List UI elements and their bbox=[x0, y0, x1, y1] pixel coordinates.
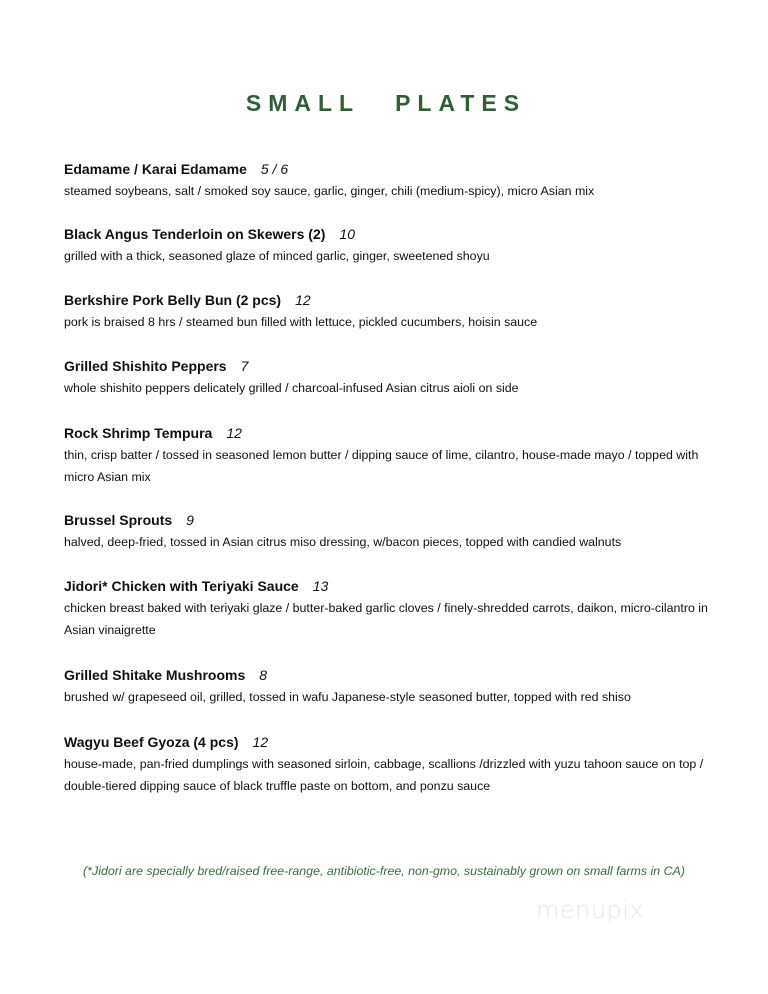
menu-item-header bbox=[64, 356, 724, 376]
menu-item-name: Brussel Sprouts bbox=[64, 512, 173, 528]
menu-item-jidori-chicken bbox=[64, 576, 724, 641]
menu-item-price: 9 bbox=[186, 512, 194, 528]
menu-item-wagyu-gyoza bbox=[64, 732, 724, 797]
menu-item-price: 10 bbox=[339, 226, 355, 242]
menu-item-price: 12 bbox=[252, 734, 269, 750]
menu-item-price: 13 bbox=[312, 578, 329, 594]
menu-item-description: brushed w/ grapeseed oil, grilled, tossed in wafu Japanese-style seasoned butter, topped with red shiso bbox=[64, 690, 631, 704]
menu-item-price: 12 bbox=[295, 292, 311, 308]
menu-item-description: halved, deep-fried, tossed in Asian citrus miso dressing, w/bacon pieces, topped with candied walnuts bbox=[64, 535, 622, 549]
menu-item-header bbox=[64, 159, 724, 179]
menu-item-header bbox=[64, 224, 724, 244]
section-title: SMALL PLATES bbox=[245, 90, 527, 116]
menu-item-header bbox=[64, 732, 724, 752]
menu-item-name: Wagyu Beef Gyoza (4 pcs) bbox=[64, 734, 239, 750]
jidori-footnote: (*Jidori are specially bred/raised free-range, antibiotic-free, non-gmo, sustainably grown on small farms in CA) bbox=[83, 864, 685, 878]
menu-item-description: grilled with a thick, seasoned glaze of minced garlic, ginger, sweetened shoyu bbox=[64, 249, 490, 263]
menu-item-description: steamed soybeans, salt / smoked soy sauce, garlic, ginger, chili (medium-spicy), micro Asian mix bbox=[64, 184, 595, 198]
menu-item-price: 5 / 6 bbox=[260, 161, 289, 177]
menu-item-price: 8 bbox=[259, 667, 268, 683]
menu-item-header bbox=[64, 510, 724, 530]
menu-item-header bbox=[64, 665, 724, 685]
menu-item-tenderloin-skewers bbox=[64, 224, 724, 267]
menu-item-pork-belly-bun bbox=[64, 290, 724, 333]
menu-item-price: 7 bbox=[240, 358, 249, 374]
menu-item-description: thin, crisp batter / tossed in seasoned lemon butter / dipping sauce of lime, cilantro, house-made mayo / topped with micro Asian mix bbox=[64, 448, 699, 484]
menu-item-header bbox=[64, 576, 724, 596]
menu-item-rock-shrimp-tempura bbox=[64, 423, 724, 488]
menu-item-name: Edamame / Karai Edamame bbox=[64, 161, 247, 177]
menu-item-name: Jidori* Chicken with Teriyaki Sauce bbox=[64, 578, 299, 594]
menu-item-description: pork is braised 8 hrs / steamed bun filled with lettuce, pickled cucumbers, hoisin sauce bbox=[64, 315, 538, 329]
menu-item-header bbox=[64, 290, 724, 310]
menu-item-description: whole shishito peppers delicately grilled / charcoal-infused Asian citrus aioli on side bbox=[64, 381, 519, 395]
menu-item-brussel-sprouts bbox=[64, 510, 724, 553]
menu-item-price: 12 bbox=[226, 425, 242, 441]
menu-item-edamame bbox=[64, 159, 724, 202]
menu-item-description: house-made, pan-fried dumplings with seasoned sirloin, cabbage, scallions /drizzled with yuzu tahoon sauce on top / double-tiered dipping sauce of black truffle paste on bottom, and ponzu sauce bbox=[64, 757, 704, 793]
menu-item-name: Grilled Shitake Mushrooms bbox=[64, 667, 246, 683]
menu-item-header bbox=[64, 423, 724, 443]
menu-item-shitake-mushrooms bbox=[64, 665, 724, 708]
menu-item-shishito-peppers bbox=[64, 356, 724, 399]
menu-item-description: chicken breast baked with teriyaki glaze / butter-baked garlic cloves / finely-shredded carrots, daikon, micro-cilantro in Asian vinaigrette bbox=[64, 601, 708, 637]
menupix-watermark: menupix bbox=[536, 896, 645, 924]
menu-item-name: Berkshire Pork Belly Bun (2 pcs) bbox=[64, 292, 282, 308]
menu-item-name: Rock Shrimp Tempura bbox=[64, 425, 213, 441]
menu-item-name: Black Angus Tenderloin on Skewers (2) bbox=[64, 226, 326, 242]
menu-item-name: Grilled Shishito Peppers bbox=[64, 358, 227, 374]
